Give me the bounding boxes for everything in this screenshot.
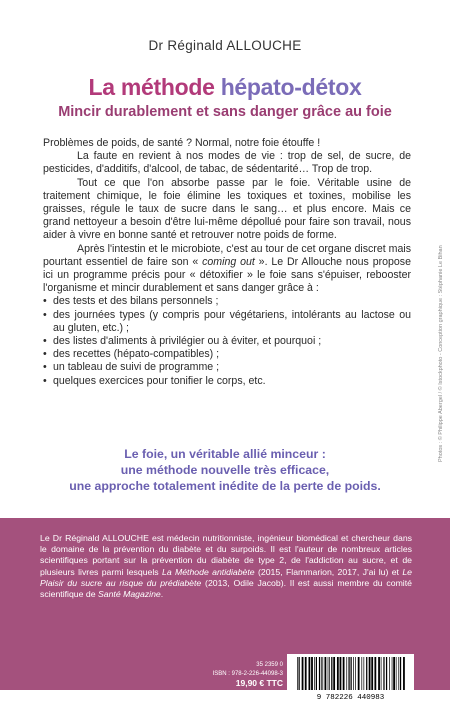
list-item: • des listes d'aliments à privilégier ou à éviter, et pourquoi ;	[43, 335, 411, 348]
barcode-bar	[309, 657, 311, 690]
p4-text-a: Après l'intestin et le microbiote, c'est au tour de cet organe discret mais pourtant essentiel de faire son «	[43, 242, 411, 268]
barcode-bar	[389, 657, 390, 690]
bio-book-1: La Méthode antidiabète	[161, 566, 255, 577]
barcode-bar	[316, 657, 317, 690]
barcode-graphic	[287, 654, 414, 702]
title-part-2: hépato-détox	[220, 74, 362, 100]
barcode-bar	[322, 657, 323, 690]
list-item: • des tests et des bilans personnels ;	[43, 295, 411, 308]
barcode-bar	[346, 657, 347, 690]
barcode-bar	[328, 657, 329, 690]
barcode-bar	[366, 657, 367, 690]
highlight-line-2: une méthode nouvelle très efficace,	[120, 463, 330, 477]
barcode-bar	[348, 657, 349, 690]
barcode-bar	[393, 657, 395, 690]
bio-magazine: Santé Magazine	[97, 589, 161, 600]
barcode-bar	[351, 657, 352, 690]
blurb-paragraph-1: Problèmes de poids, de santé ? Normal, notre foie étouffe !	[43, 137, 321, 149]
product-code: 35 2359 0	[256, 662, 283, 668]
highlight-block	[30, 446, 420, 494]
feature-list	[43, 295, 411, 387]
barcode-bar	[378, 657, 380, 690]
bio-book-2: Le Plaisir du sucre au risque du prédiabète	[40, 566, 412, 588]
bio-text-4: .	[160, 589, 164, 600]
barcode-bar	[329, 657, 330, 690]
blurb-paragraph-2: La faute en revient à nos modes de vie : trop de sel, de sucre, de pesticides, d'additifs, d'alcool, de tabac, de sédentarité… Trop de trop.	[43, 150, 411, 176]
barcode-bar	[299, 657, 300, 690]
barcode-bar	[400, 657, 401, 690]
barcode	[287, 654, 414, 702]
barcode-bar	[302, 657, 304, 690]
barcode-bar	[381, 657, 382, 690]
barcode-bar	[364, 657, 365, 690]
barcode-bar	[321, 657, 322, 690]
barcode-bar	[314, 657, 315, 690]
book-subtitle: Mincir durablement et sans danger grâce au foie	[58, 104, 392, 120]
photo-credits: Photos : © Philippe Abergel / © Istockphoto - Conception graphique : Stéphanie Le Bihan	[438, 245, 444, 462]
author-name: Dr Réginald ALLOUCHE	[148, 38, 302, 53]
barcode-bar	[358, 657, 360, 690]
blurb-paragraph-3: Tout ce que l'on absorbe passe par le foie. Véritable usine de traitement chimique, le foie élimine les toxiques et toxines, mobilise les graisses, régule le taux de sucre dans le sang… et plus encore. Mais ce grand nettoyeur a besoin d'être lui-même dépollué pour faire son travail, nous aider à vivre en bonne santé et retrouver notre poids de forme.	[43, 176, 411, 242]
list-item: • un tableau de suivi de programme ;	[43, 361, 411, 374]
title-part-1: La méthode	[88, 74, 215, 100]
barcode-bar	[297, 657, 298, 690]
barcode-bar	[305, 657, 307, 690]
barcode-bar	[398, 657, 399, 690]
barcode-bar	[311, 657, 313, 690]
product-codes	[173, 661, 283, 688]
barcode-bar	[396, 657, 397, 690]
list-item: • des journées types (y compris pour végétariens, intolérants au lactose ou au gluten, etc.) ;	[43, 309, 411, 335]
barcode-bar	[331, 657, 332, 690]
book-title	[0, 74, 450, 101]
barcode-bar	[383, 657, 384, 690]
barcode-digits: 9 782226 440983	[316, 694, 385, 702]
barcode-bar	[392, 657, 393, 690]
barcode-bar	[374, 657, 376, 690]
blurb-body	[43, 137, 411, 388]
barcode-bar	[371, 657, 373, 690]
barcode-bar	[369, 657, 371, 690]
barcode-bar	[340, 657, 342, 690]
highlight-line-1: Le foie, un véritable allié minceur :	[124, 447, 326, 461]
barcode-bar	[353, 657, 354, 690]
barcode-bar	[403, 657, 405, 690]
bio-text-3: (2013, Odile Jacob). Il est aussi membre du comité scientifique de	[40, 577, 412, 600]
barcode-bar	[325, 657, 327, 690]
author-bio-panel	[0, 518, 450, 702]
highlight-line-3: une approche totalement inédite de la perte de poids.	[69, 479, 381, 493]
barcode-bar	[343, 657, 345, 690]
blurb-paragraph-4	[43, 243, 411, 296]
p4-emphasis: coming out	[202, 255, 255, 268]
barcode-bar	[333, 657, 335, 690]
bio-text-2: (2015, Flammarion, 2017, J'ai lu) et	[257, 566, 399, 577]
list-item: • quelques exercices pour tonifier le corps, etc.	[43, 375, 411, 388]
barcode-bar	[361, 657, 362, 690]
isbn: ISBN : 978-2-226-44098-3	[212, 671, 283, 677]
author-bio	[40, 533, 412, 600]
p4-text-b: ». Le Dr Allouche nous propose ici un programme précis pour « détoxifier » le foie sans s'épuiser, rebooster l'organisme et mincir durablement et sans danger grâce à :	[43, 255, 411, 295]
price: 19,90 € TTC	[235, 678, 283, 688]
bio-text-1: Le Dr Réginald ALLOUCHE est médecin nutritionniste, ingénieur biomédical et chercheur dans le domaine de la prévention du diabète et du surpoids. Il est l'auteur de nombreux articles scientifiques portant sur la prévention du diabète de type 2, de l'addiction au sucre, et de plusieurs livres parmi lesquels	[40, 533, 412, 577]
barcode-bar	[386, 657, 387, 690]
barcode-bar	[337, 657, 339, 690]
barcode-bar	[319, 657, 320, 690]
barcode-bar	[355, 657, 356, 690]
list-item: • des recettes (hépato-compatibles) ;	[43, 348, 411, 361]
